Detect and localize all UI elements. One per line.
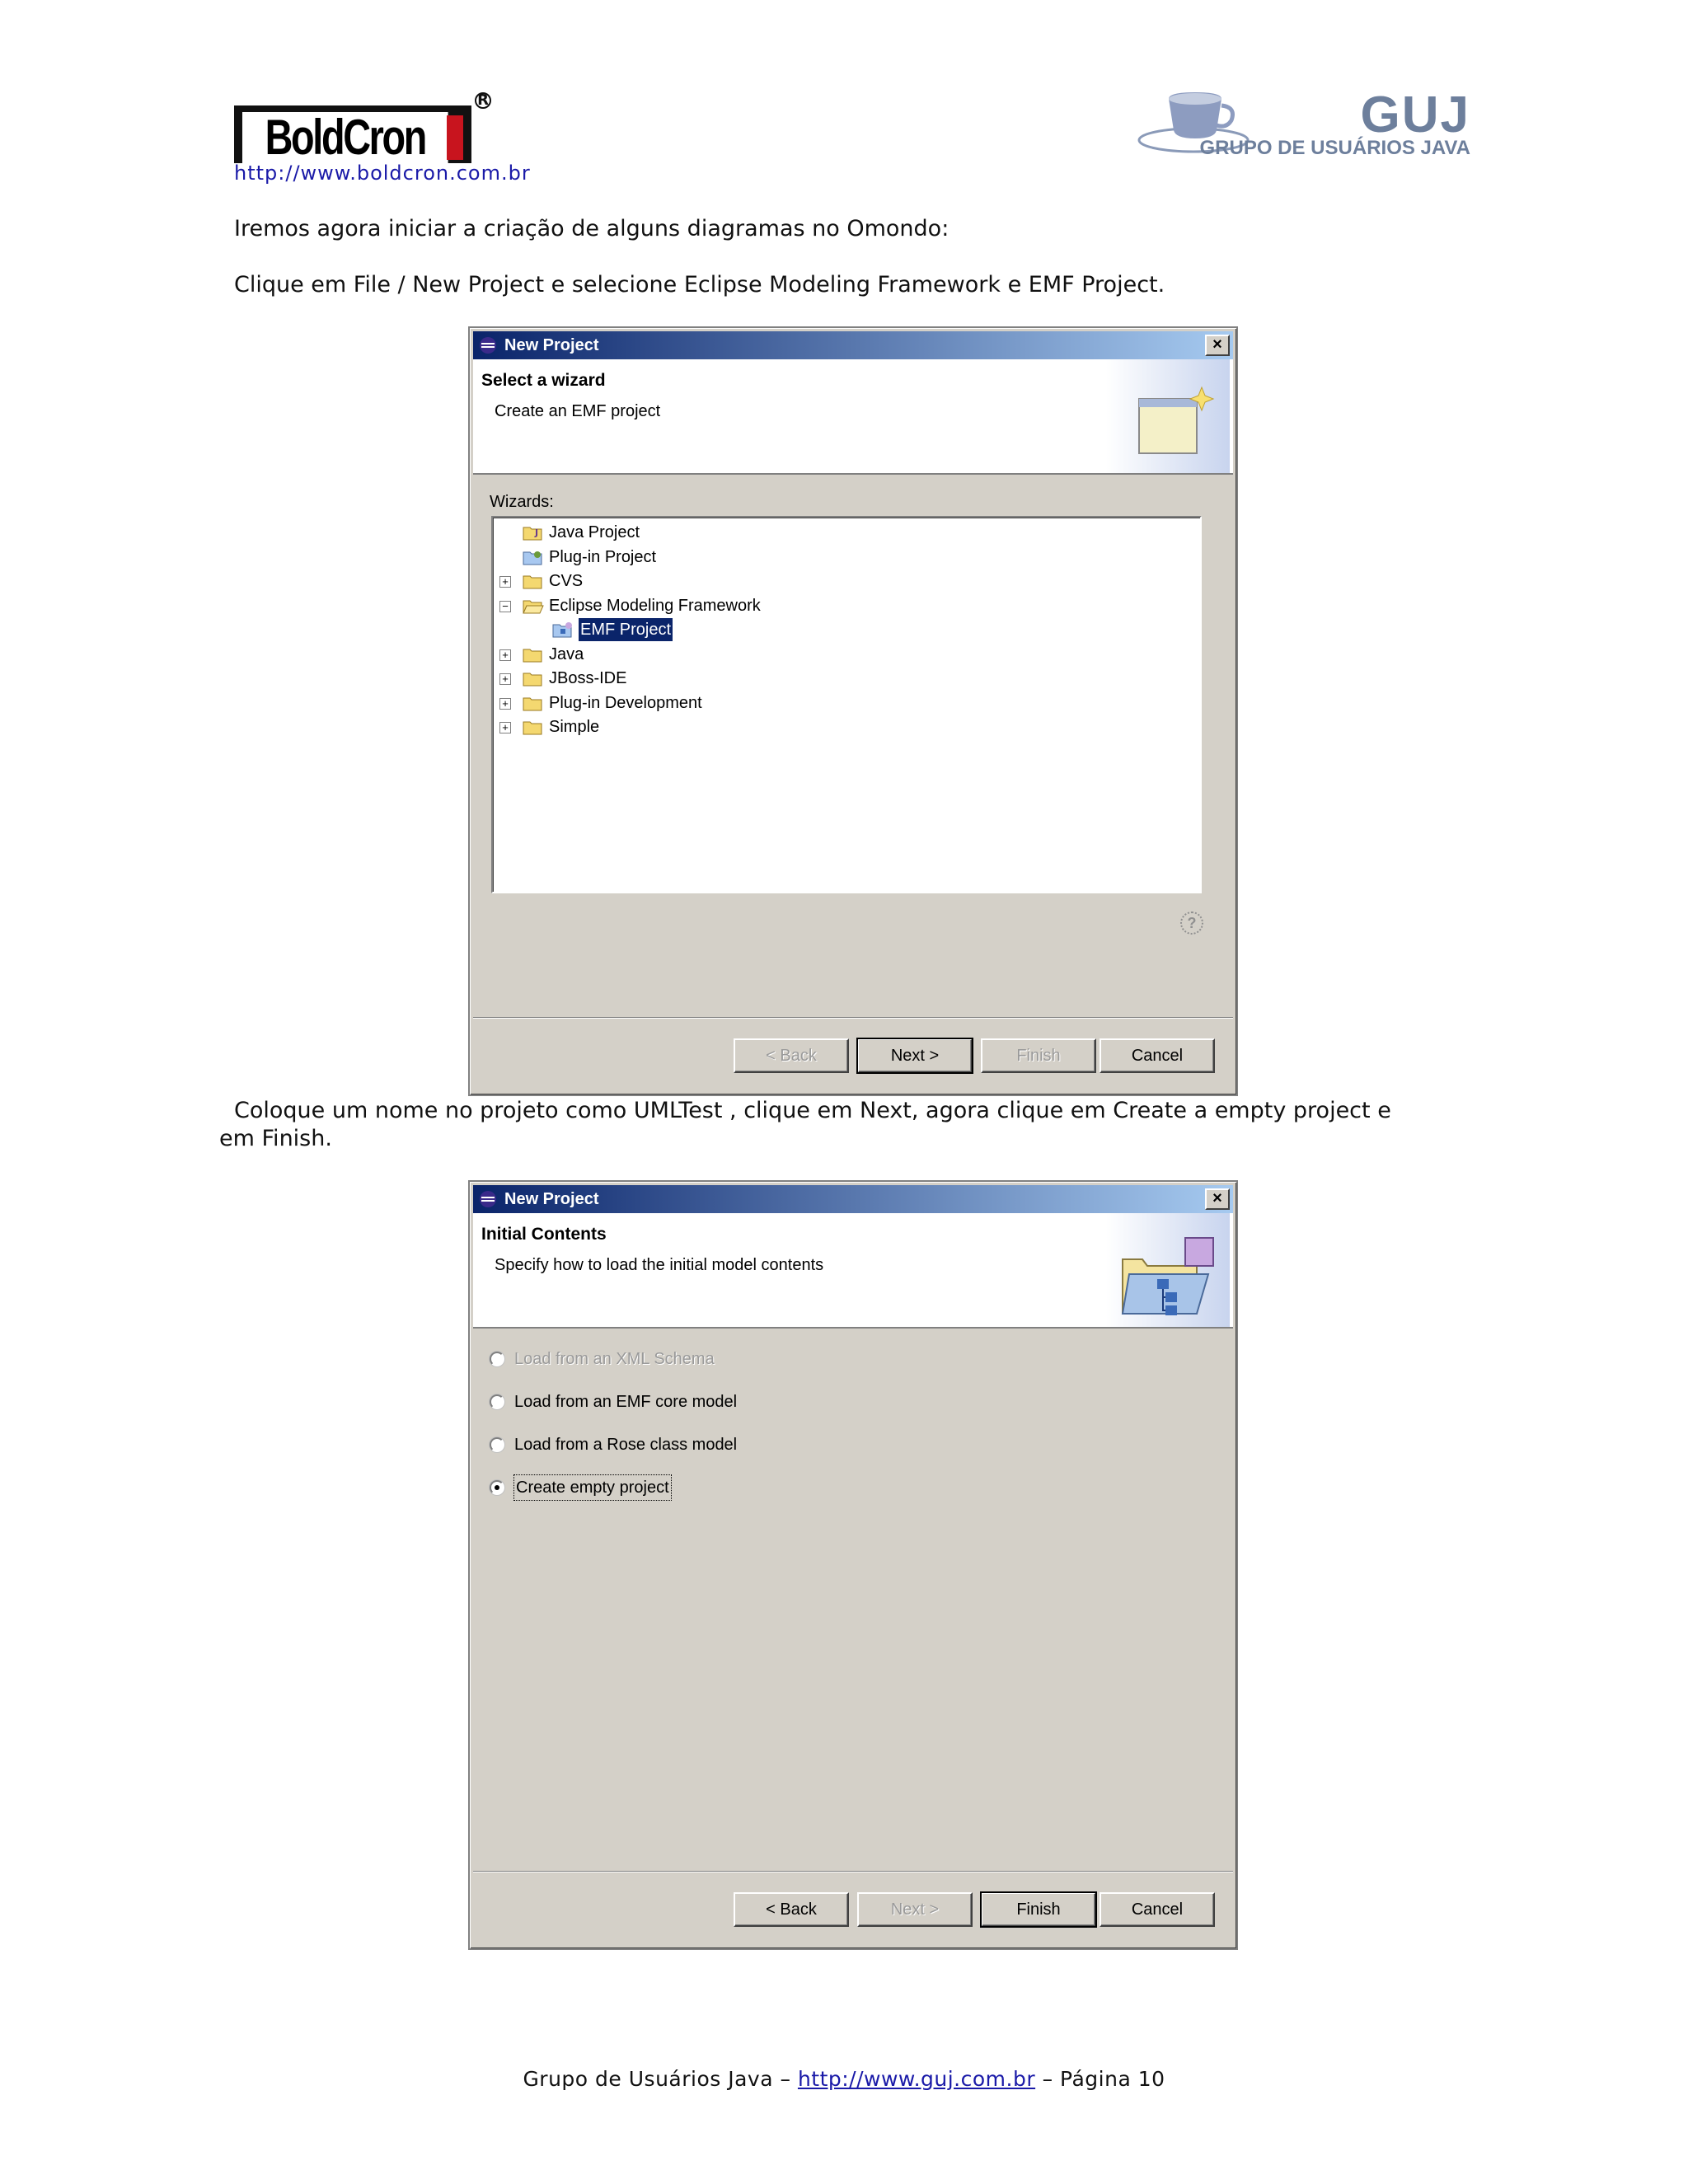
wizard-header-title: Select a wizard (481, 371, 606, 390)
emf-model-banner-icon (1106, 1213, 1230, 1327)
folder-icon (523, 719, 544, 735)
cancel-button[interactable]: Cancel (1100, 1892, 1215, 1927)
tree-item-label: Java (549, 644, 584, 663)
new-wizard-banner-icon (1106, 359, 1230, 473)
guj-logo (1136, 86, 1470, 168)
tree-item-label: EMF Project (579, 618, 673, 641)
finish-button[interactable]: Finish (981, 1038, 1096, 1073)
eclipse-icon (478, 1189, 498, 1209)
dialog-titlebar[interactable] (473, 331, 1233, 359)
folder-icon (523, 695, 544, 711)
dialog-title: New Project (504, 1190, 599, 1208)
boldcron-logo (234, 92, 490, 163)
footer-link[interactable]: http://www.guj.com.br (797, 2067, 1036, 2091)
next-button[interactable]: Next > (857, 1038, 973, 1073)
expand-icon[interactable]: + (499, 576, 511, 588)
tree-item-label: Plug-in Development (549, 693, 702, 712)
expand-icon[interactable]: + (499, 649, 511, 661)
paragraph-intro: Iremos agora iniciar a criação de alguns diagramas no Omondo: (234, 216, 950, 241)
tree-item[interactable] (493, 521, 1193, 544)
boldcron-logo-red-bar (447, 115, 463, 160)
registered-mark: R (475, 92, 491, 109)
radio-button[interactable] (490, 1437, 504, 1452)
radio-label: Load from an XML Schema (514, 1350, 715, 1368)
next-button[interactable]: Next > (857, 1892, 973, 1927)
paragraph-instructions-1: Clique em File / New Project e selecione Eclipse Modeling Framework e EMF Project. (234, 272, 1165, 298)
folder-icon (523, 670, 544, 687)
tree-item[interactable] (493, 643, 1193, 666)
button-bar-separator (473, 1017, 1233, 1019)
dialog-titlebar[interactable] (473, 1185, 1233, 1213)
radio-label: Load from an EMF core model (514, 1393, 738, 1411)
wizard-header (473, 359, 1233, 475)
new-project-dialog-initial-contents (468, 1180, 1238, 1950)
tree-item-label: JBoss-IDE (549, 669, 627, 687)
footer-suffix: – Página 10 (1042, 2067, 1165, 2091)
finish-button[interactable]: Finish (981, 1892, 1096, 1927)
footer-prefix: Grupo de Usuários Java – (523, 2067, 791, 2091)
tree-item-label: Simple (549, 718, 600, 736)
tree-item[interactable] (493, 594, 1193, 617)
wizard-header-description: Create an EMF project (495, 402, 661, 420)
tree-item[interactable] (493, 667, 1193, 690)
tree-item-label: Plug-in Project (549, 547, 657, 566)
dialog-title: New Project (504, 336, 599, 354)
tree-item[interactable] (493, 569, 1193, 593)
boldcron-logo-text: BoldCron (242, 112, 448, 163)
folder-icon (523, 646, 544, 663)
wizard-header-title: Initial Contents (481, 1225, 607, 1244)
back-button[interactable]: < Back (734, 1038, 849, 1073)
new-project-dialog-wizard (468, 326, 1238, 1096)
eclipse-icon (478, 335, 498, 355)
button-bar-separator (473, 1871, 1233, 1872)
tree-item[interactable] (493, 618, 1193, 641)
plugin-project-icon (523, 549, 544, 565)
close-icon[interactable]: × (1205, 335, 1230, 356)
paragraph-instructions-2-line2: em Finish. (219, 1126, 332, 1151)
tree-item[interactable] (493, 715, 1193, 738)
close-icon[interactable]: × (1205, 1188, 1230, 1210)
help-icon[interactable]: ? (1180, 912, 1203, 935)
wizard-header-description: Specify how to load the initial model contents (495, 1256, 824, 1274)
header-url-link[interactable]: http://www.boldcron.com.br (234, 162, 531, 185)
guj-logo-title: GUJ (1360, 87, 1470, 143)
paragraph-instructions-2-line1: Coloque um nome no projeto como UMLTest , clique em Next, agora clique em Create a empty project e (234, 1098, 1391, 1123)
tree-item[interactable] (493, 546, 1193, 569)
expand-icon[interactable]: + (499, 722, 511, 733)
wizards-label: Wizards: (490, 493, 554, 511)
wizard-header (473, 1213, 1233, 1329)
tree-item-label: Java Project (549, 523, 640, 541)
radio-button (490, 1352, 504, 1366)
guj-logo-subtitle: GRUPO DE USUÁRIOS JAVA (1199, 137, 1470, 159)
tree-item-label: CVS (549, 572, 584, 590)
folder-open-icon (523, 598, 544, 614)
cancel-button[interactable]: Cancel (1100, 1038, 1215, 1073)
tree-item[interactable] (493, 691, 1193, 715)
folder-icon (523, 573, 544, 589)
radio-label: Create empty project (514, 1475, 671, 1500)
radio-button[interactable] (490, 1480, 504, 1495)
wizards-tree[interactable] (491, 516, 1202, 893)
radio-button[interactable] (490, 1394, 504, 1409)
java-project-icon (523, 524, 544, 541)
svg-text:J: J (535, 527, 539, 538)
collapse-icon[interactable]: − (499, 601, 511, 612)
page-footer (0, 2067, 1688, 2091)
emf-project-icon (552, 621, 574, 638)
expand-icon[interactable]: + (499, 698, 511, 710)
radio-label: Load from a Rose class model (514, 1436, 738, 1454)
back-button[interactable]: < Back (734, 1892, 849, 1927)
expand-icon[interactable]: + (499, 673, 511, 685)
tree-item-label: Eclipse Modeling Framework (549, 596, 761, 615)
